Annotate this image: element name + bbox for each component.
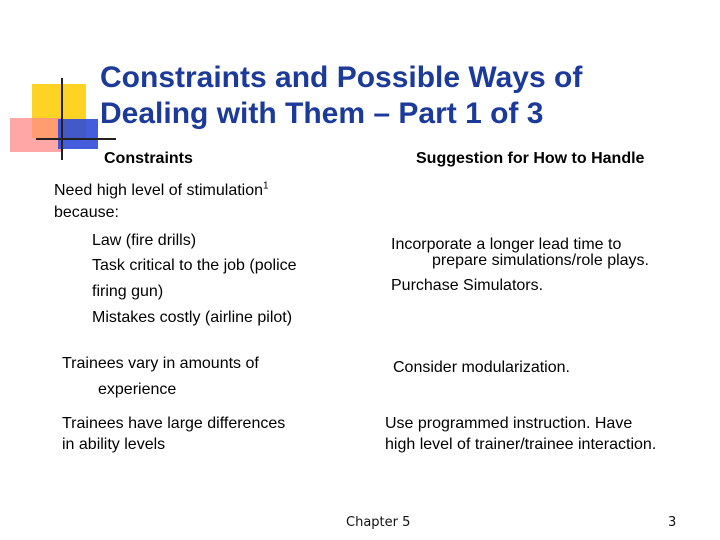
constraint-ability-line-2: in ability levels (62, 436, 166, 453)
stimulation-item-mistakes: Mistakes costly (airline pilot) (92, 309, 293, 326)
suggestion-modularization: Consider modularization. (393, 359, 570, 376)
logo-vertical-line (61, 78, 63, 160)
slide-title (100, 60, 700, 132)
constraint-experience-line-2: experience (98, 381, 177, 398)
footer-chapter: Chapter 5 (346, 515, 411, 530)
title-line-2: Dealing with Them – Part 1 of 3 (100, 97, 544, 130)
footnote-marker: 1 (263, 180, 269, 192)
constraint-ability-line-1: Trainees have large differences (62, 415, 286, 432)
suggestion-programmed-instruction-line-1: Use programmed instruction. Have (385, 415, 633, 432)
constraint-stimulation (54, 181, 269, 201)
logo-horizontal-line (36, 138, 116, 140)
header-constraints: Constraints (104, 150, 193, 167)
logo-blue-block (58, 119, 98, 149)
suggestion-simulators: Purchase Simulators. (391, 277, 544, 294)
suggestion-lead-time-line-1: Incorporate a longer lead time to (391, 236, 622, 253)
constraint-stimulation-line-2: because: (54, 204, 119, 221)
suggestion-lead-time-line-2: prepare simulations/role plays. (432, 252, 649, 269)
suggestion-programmed-instruction-line-2: high level of trainer/trainee interaction. (385, 436, 657, 453)
logo-pink-block (10, 118, 62, 152)
header-suggestion: Suggestion for How to Handle (416, 150, 645, 167)
footer-page-number: 3 (668, 515, 677, 530)
constraint-stimulation-line-1: Need high level of stimulation (54, 182, 264, 199)
stimulation-item-law: Law (fire drills) (92, 232, 197, 249)
stimulation-item-critical-cont: firing gun) (92, 283, 164, 300)
title-line-1: Constraints and Possible Ways of (100, 61, 583, 94)
constraint-experience-line-1: Trainees vary in amounts of (62, 355, 259, 372)
stimulation-item-critical: Task critical to the job (police (92, 257, 297, 274)
